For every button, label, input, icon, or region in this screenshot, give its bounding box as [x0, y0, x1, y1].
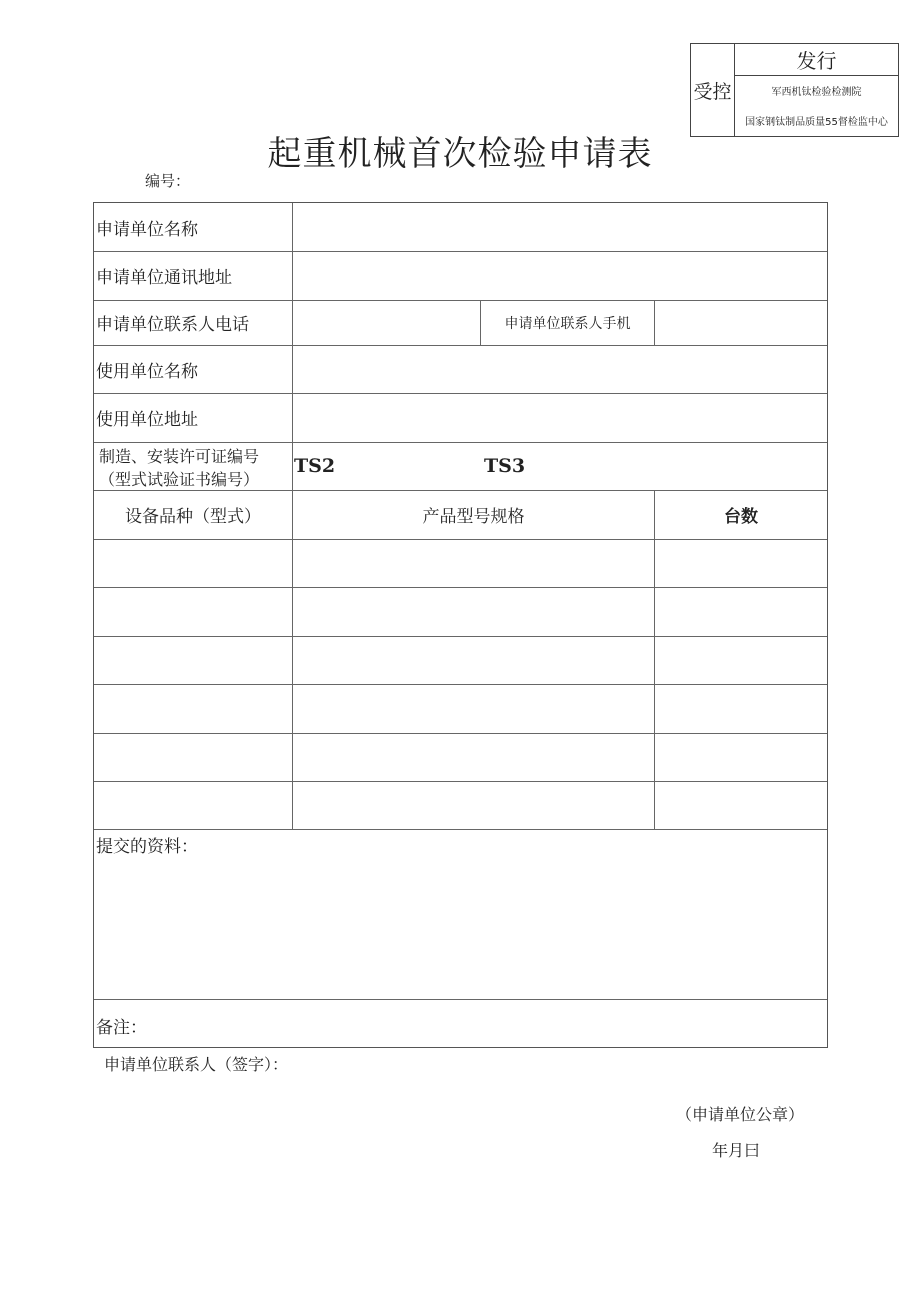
equipment-column-header: 设备品种（型式） [125, 507, 261, 527]
table-row[interactable] [94, 781, 827, 829]
contact-phone-field[interactable] [295, 300, 479, 345]
license-ts3[interactable]: TS3 [484, 455, 526, 477]
applicant-name-field[interactable] [295, 203, 827, 251]
documents-label: 提交的资料： [96, 836, 198, 857]
remarks-label: 备注： [96, 1017, 147, 1038]
documents-field[interactable] [94, 855, 827, 997]
user-name-field[interactable] [295, 345, 827, 393]
quantity-column-header: 台数 [724, 507, 758, 527]
contact-signature-label: 申请单位联系人（签字）： [104, 1055, 289, 1074]
table-row[interactable] [94, 636, 827, 684]
stamp-org-line1: 军西机钛检验检测院 [771, 86, 862, 98]
contact-mobile-field[interactable] [655, 300, 827, 345]
license-label-line2: （型式试验证书编号） [99, 469, 260, 489]
applicant-address-field[interactable] [295, 251, 827, 300]
table-row[interactable] [94, 684, 827, 733]
license-ts2[interactable]: TS2 [294, 455, 336, 477]
row-divider [94, 829, 827, 830]
table-row[interactable] [94, 539, 827, 587]
contact-phone-label: 申请单位联系人电话 [96, 315, 249, 335]
stamp-org-line2: 国家钢钛制品质量55督检监中心 [745, 116, 888, 128]
seal-label: （申请单位公章） [676, 1105, 805, 1124]
page-title: 起重机械首次检验申请表 [267, 134, 653, 174]
serial-number-label: 编号： [145, 172, 191, 190]
date-label: 年月曰 [712, 1141, 761, 1160]
applicant-address-label: 申请单位通讯地址 [96, 268, 232, 288]
license-label-line1: 制造、安装许可证编号 [99, 446, 260, 466]
user-address-label: 使用单位地址 [96, 410, 198, 430]
applicant-name-label: 申请单位名称 [96, 219, 198, 240]
table-row[interactable] [94, 733, 827, 781]
control-stamp [690, 43, 899, 137]
user-name-label: 使用单位名称 [96, 361, 198, 382]
table-row[interactable] [94, 587, 827, 636]
user-address-field[interactable] [295, 393, 827, 442]
row-divider [94, 999, 827, 1000]
contact-mobile-label: 申请单位联系人手机 [504, 315, 631, 332]
stamp-issue-label: 发行 [735, 44, 898, 76]
stamp-controlled-label: 受控 [691, 44, 735, 136]
model-column-header: 产品型号规格 [422, 507, 525, 527]
application-form [93, 202, 828, 1048]
